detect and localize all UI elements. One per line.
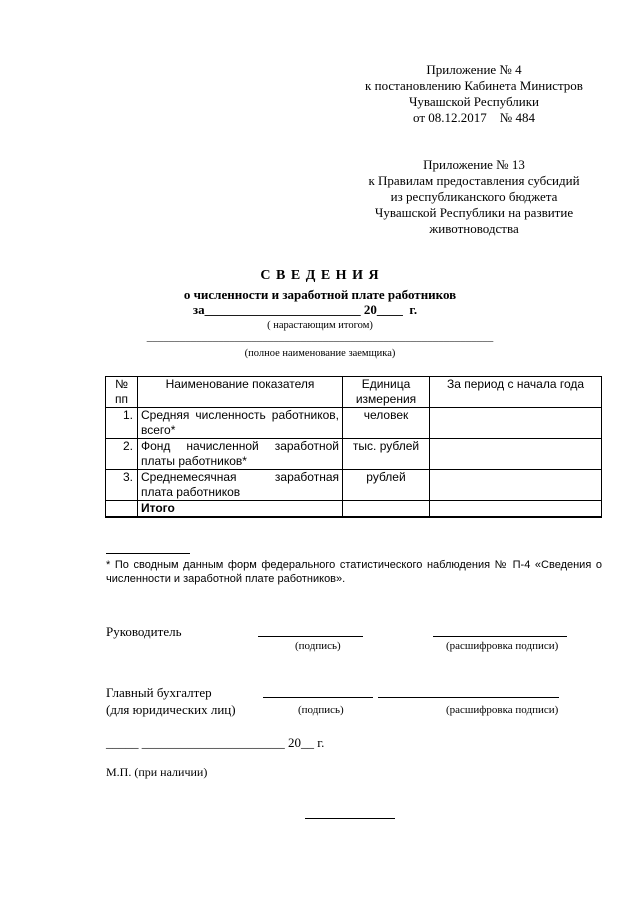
appendix4-block [345, 62, 603, 126]
total-value[interactable] [430, 501, 602, 518]
table-row [106, 408, 602, 439]
appendix13-republic: Чувашской Республики на развитие [374, 205, 574, 220]
accountant-decode-line[interactable] [378, 697, 559, 698]
borrower-line: _______________________________________________________________ [146, 331, 494, 343]
appendix4-resolution: к постановлению Кабинета Министров [365, 78, 583, 93]
appendix13-budget: из республиканского бюджета [390, 189, 558, 204]
indicators-table [105, 376, 602, 518]
borrower-note: (полное наименование заемщика) [244, 348, 396, 359]
accountant-decode-caption: (расшифровка подписи) [446, 704, 559, 716]
appendix4-republic: Чувашской Республики [408, 94, 540, 109]
row-num: 1. [106, 408, 138, 439]
header-num: № пп [106, 377, 138, 408]
row-value[interactable] [430, 408, 602, 439]
header-period: За период с начала года [430, 377, 602, 408]
accountant-sublabel: (для юридических лиц) [106, 702, 236, 717]
row-value[interactable] [430, 470, 602, 501]
row-name: Средняя численность работников, всего* [138, 408, 343, 439]
table-total-row [106, 501, 602, 518]
accountant-label: Главный бухгалтер [106, 685, 212, 700]
row-num: 3. [106, 470, 138, 501]
appendix13-block [345, 157, 603, 237]
table-row [106, 439, 602, 470]
row-unit: тыс. рублей [343, 439, 430, 470]
head-signature-caption: (подпись) [295, 640, 341, 652]
appendix13-livestock: животноводства [429, 221, 519, 236]
footnote: * По сводным данным форм федерального статистического наблюдения № П-4 «Сведения о численности и заработной плате работников». [106, 559, 602, 585]
row-name: Среднемесячная заработная плата работников [138, 470, 343, 501]
head-label: Руководитель [106, 624, 182, 639]
header-unit: Единица измерения [343, 377, 430, 408]
total-label: Итого [138, 501, 343, 518]
form-subtitle: о численности и заработной плате работников [183, 287, 457, 302]
accountant-signature-caption: (подпись) [298, 704, 344, 716]
head-decode-line[interactable] [433, 636, 567, 637]
table-header-row [106, 377, 602, 408]
row-unit: рублей [343, 470, 430, 501]
appendix4-date: от 08.12.2017 № 484 [413, 110, 535, 125]
row-value[interactable] [430, 439, 602, 470]
row-name: Фонд начисленной заработной платы работников* [138, 439, 343, 470]
footnote-divider [106, 553, 190, 554]
appendix13-rules: к Правилам предоставления субсидий [368, 173, 580, 188]
form-period: за________________________ 20____ г. [192, 302, 418, 317]
form-title: С В Е Д Е Н И Я [260, 268, 380, 283]
date-line[interactable]: _____ ______________________ 20__ г. [106, 735, 325, 750]
row-num: 2. [106, 439, 138, 470]
accountant-signature-line[interactable] [263, 697, 373, 698]
appendix13-number: Приложение № 13 [423, 157, 525, 172]
bottom-line [305, 818, 395, 819]
period-note: ( нарастающим итогом) [267, 320, 373, 331]
header-name: Наименование показателя [138, 377, 343, 408]
total-num [106, 501, 138, 518]
table-row [106, 470, 602, 501]
total-unit [343, 501, 430, 518]
appendix4-number: Приложение № 4 [426, 62, 522, 77]
seal-label: М.П. (при наличии) [106, 765, 208, 779]
row-unit: человек [343, 408, 430, 439]
head-decode-caption: (расшифровка подписи) [446, 640, 559, 652]
head-signature-line[interactable] [258, 636, 363, 637]
